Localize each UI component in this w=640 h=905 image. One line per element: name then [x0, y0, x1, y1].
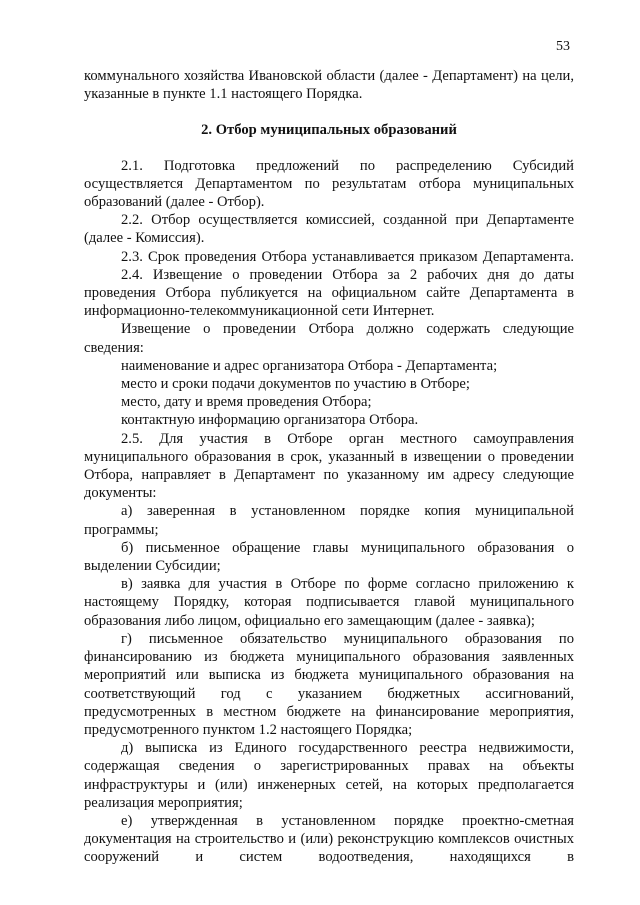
item-e: е) утвержденная в установленном порядке проектно-сметная документация на строительство и (или) реконструкцию комплексов очистных сооружений и систем водоотведения, находящихся в: [84, 812, 574, 866]
item-a: а) заверенная в установленном порядке копия муниципальной программы;: [84, 503, 574, 538]
notice-item: место, дату и время проведения Отбора;: [121, 394, 372, 411]
section-heading: 2. Отбор муниципальных образований: [201, 122, 457, 139]
paragraph-2-2: 2.2. Отбор осуществляется комиссией, созданной при Департаменте (далее - Комиссия).: [84, 212, 574, 247]
item-b: б) письменное обращение главы муниципального образования о выделении Субсидии;: [84, 539, 574, 575]
item-g: г) письменное обязательство муниципального образования по финансированию из бюджета муниципального образования заявленных мероприятий или выписка из бюджета муниципального образования на соответствующий год с указанием бюджетных ассигнований, предусмотренных в местном бюджете на финансирование мероприятия, предусмотренного пунктом 1.2 настоящего Порядка;: [84, 630, 574, 738]
item-v: в) заявка для участия в Отборе по форме согласно приложению к настоящему Порядку, которая подписывается главой муниципального образования либо лицом, официально его замещающим (далее - заявка);: [84, 576, 574, 629]
paragraph-2-4: 2.4. Извещение о проведении Отбора за 2 рабочих дня до даты проведения Отбора публикуется на официальном сайте Департамента в информационно-телекоммуникационной сети Интернет.: [84, 266, 574, 320]
paragraph-notice: Извещение о проведении Отбора должно содержать следующие сведения:: [84, 321, 574, 356]
paragraph-2-3: 2.3. Срок проведения Отбора устанавливается приказом Департамента.: [121, 248, 574, 265]
intro-paragraph: коммунального хозяйства Ивановской области (далее - Департамент) на цели, указанные в пункте 1.1 настоящего Порядка.: [84, 68, 574, 103]
document-body: [84, 67, 574, 867]
notice-item: место и сроки подачи документов по участию в Отборе;: [121, 376, 470, 393]
item-d: д) выписка из Единого государственного реестра недвижимости, содержащая сведения о зарегистрированных правах на объекты инфраструктуры и (или) инженерных сетей, на которых предполагается реализация мероприятия;: [84, 740, 574, 811]
paragraph-2-1: 2.1. Подготовка предложений по распределению Субсидий осуществляется Департаментом по результатам отбора муниципальных образований (далее - Отбор).: [84, 157, 574, 211]
paragraph-2-5: 2.5. Для участия в Отборе орган местного самоуправления муниципального образования в срок, указанный в извещении о проведении Отбора, направляет в Департамент по указанному им адресу следующие документы:: [84, 430, 574, 502]
page-number: 53: [556, 39, 570, 54]
notice-item: контактную информацию организатора Отбора.: [121, 412, 419, 429]
notice-item: наименование и адрес организатора Отбора - Департамента;: [121, 357, 498, 374]
